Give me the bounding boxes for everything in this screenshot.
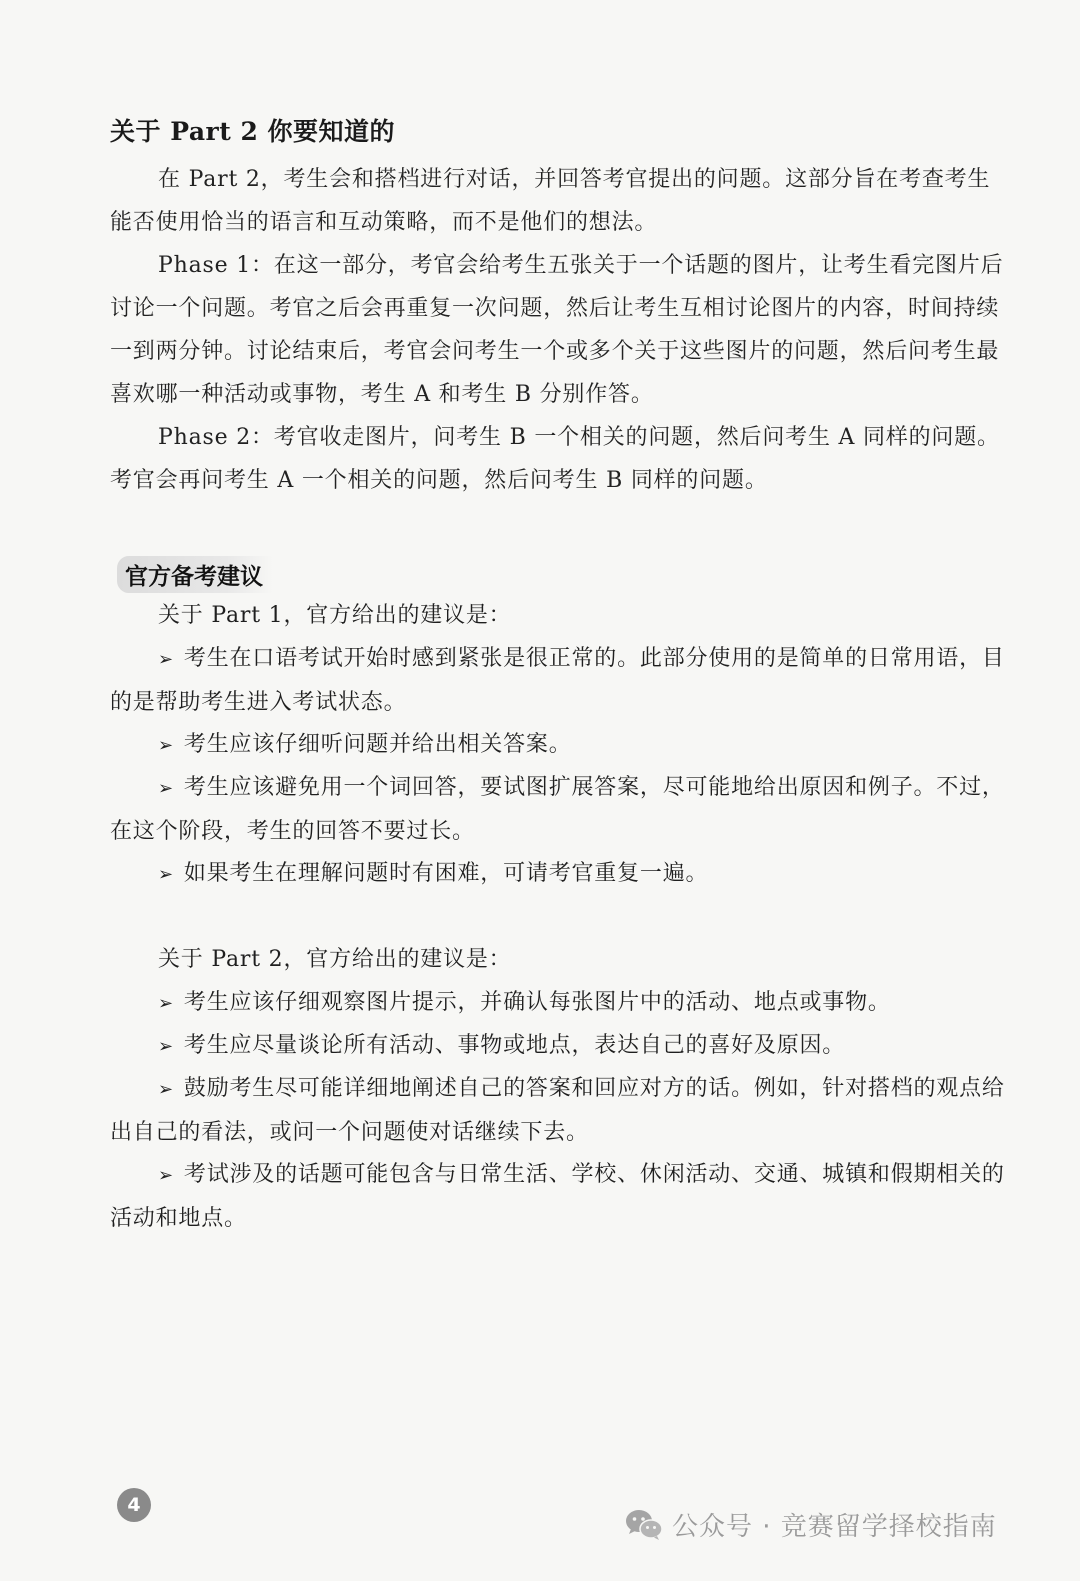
list-item-text: 考生应该仔细听问题并给出相关答案。 xyxy=(183,732,572,757)
list-item-text: 如果考生在理解问题时有困难，可请考官重复一遍。 xyxy=(183,861,709,886)
watermark xyxy=(624,1506,997,1543)
part1-intro: 关于 Part 1，官方给出的建议是： xyxy=(158,603,512,628)
page-number: 4 xyxy=(117,1488,151,1522)
arrow-bullet-icon: ➢ xyxy=(158,778,174,799)
paragraph: Phase 2：考官收走图片，问考生 B 一个相关的问题，然后问考生 A 同样的问题。考官会再问考生 A 一个相关的问题，然后问考生 B 同样的问题。 xyxy=(110,425,1000,493)
advice-heading: 官方备考建议 xyxy=(117,556,273,593)
list-item xyxy=(110,1024,1010,1068)
list-item xyxy=(110,1067,1010,1154)
arrow-bullet-icon: ➢ xyxy=(158,1079,174,1100)
list-item-text: 考生在口语考试开始时感到紧张是很正常的。此部分使用的是简单的日常用语，目的是帮助考生进入考试状态。 xyxy=(110,646,1005,715)
list-item-text: 考生应该避免用一个词回答，要试图扩展答案，尽可能地给出原因和例子。不过，在这个阶段，考生的回答不要过长。 xyxy=(110,775,1005,844)
list-item-text: 考生应该仔细观察图片提示，并确认每张图片中的活动、地点或事物。 xyxy=(183,990,891,1015)
list-item xyxy=(110,1153,1010,1240)
arrow-bullet-icon: ➢ xyxy=(158,649,174,670)
arrow-bullet-icon: ➢ xyxy=(158,1036,174,1057)
arrow-bullet-icon: ➢ xyxy=(158,1165,174,1186)
paragraph: Phase 1：在这一部分，考官会给考生五张关于一个话题的图片，让考生看完图片后讨论一个问题。考官之后会再重复一次问题，然后让考生互相讨论图片的内容，时间持续一到两分钟。讨论结束后，考官会问考生一个或多个关于这些图片的问题，然后问考生最喜欢哪一种活动或事物，考生 A 和考生 B 分别作答。 xyxy=(110,253,1004,407)
paragraph: 在 Part 2，考生会和搭档进行对话，并回答考官提出的问题。这部分旨在考查考生能否使用恰当的语言和互动策略，而不是他们的想法。 xyxy=(110,167,991,235)
list-item xyxy=(110,766,1010,853)
wechat-icon xyxy=(624,1508,664,1542)
list-item xyxy=(110,637,1010,724)
part2-intro: 关于 Part 2，官方给出的建议是： xyxy=(158,947,512,972)
list-item-text: 鼓励考生尽可能详细地阐述自己的答案和回应对方的话。例如，针对搭档的观点给出自己的看法，或问一个问题使对话继续下去。 xyxy=(110,1076,1005,1145)
list-item xyxy=(110,981,1010,1025)
arrow-bullet-icon: ➢ xyxy=(158,864,174,885)
list-item xyxy=(110,723,1010,767)
list-item xyxy=(110,852,1010,896)
watermark-text: 公众号 · 竞赛留学择校指南 xyxy=(672,1512,997,1542)
arrow-bullet-icon: ➢ xyxy=(158,735,174,756)
section-title: 关于 Part 2 你要知道的 xyxy=(110,117,396,146)
list-item-text: 考试涉及的话题可能包含与日常生活、学校、休闲活动、交通、城镇和假期相关的活动和地点。 xyxy=(110,1162,1005,1231)
arrow-bullet-icon: ➢ xyxy=(158,993,174,1014)
list-item-text: 考生应尽量谈论所有活动、事物或地点，表达自己的喜好及原因。 xyxy=(183,1033,846,1058)
